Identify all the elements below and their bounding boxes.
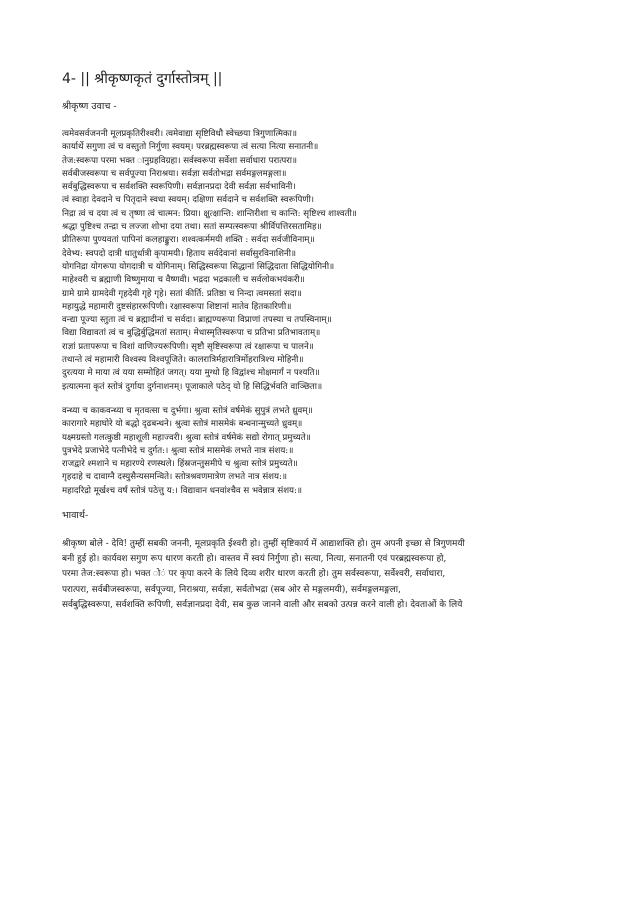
verse-line: निद्रा त्वं च दया त्वं च तृष्णा त्वं चात्मन: प्रिया। क्षुत्क्षान्ति: शान्तिरीशा च कान्ति: सृष्टिश्च शाश्वती॥ — [62, 208, 357, 219]
document-page — [62, 70, 602, 613]
verse-line: इत्यात्मना कृतं स्तोत्रं दुर्गाया दुर्गनाशनम्। पूजाकाले पठेद् यो हि सिद्धिर्भवति वाञ्छिता॥ — [62, 381, 323, 392]
verse-line: सर्वबुद्धिस्वरूपा च सर्वशक्ति स्वरूपिणी। सर्वज्ञानप्रदा देवी सर्वज्ञा सर्वभाविनी। — [62, 182, 296, 193]
section-heading: 4- || श्रीकृष्णकृतं दुर्गास्तोत्रम् || — [62, 71, 223, 87]
verse-line: महायुद्धे महामारी दुष्टसंहाररूपिणी। रक्षास्वरूपा शिष्टानां मातेव हितकारिणी॥ — [62, 301, 292, 312]
meaning-label: भावार्थ- — [62, 510, 89, 522]
verse-line: राज्ञां प्रतापरूपा च विशां वाणिज्यरूपिणी। सृष्टौ सृष्टिस्वरूपा त्वं रक्षारूपा च पालने॥ — [62, 341, 314, 352]
stotra-stanza-1 — [62, 128, 602, 394]
verse-line: दुरत्यया मे माया त्वं यया सम्मोहितं जगत्। यया मुग्धो हि विद्वांश्च मोक्षमार्गं न पश्यति॥ — [62, 368, 320, 379]
verse-line: कारागारे महाघोरे यो बद्धो दृढबन्धने। श्रुत्वा स्तोत्रं मासमेकं बन्धनान्मुच्यते ध्रुवम्॥ — [62, 419, 303, 430]
verse-line: महादरिद्रो मूर्खश्च वर्षं स्तोत्रं पठेत्तु य:। विद्यावान धनवांश्चैव स भवेन्नात्र संशय:॥ — [62, 485, 303, 496]
verse-line: वन्द्या पूज्या स्तुता त्वं च ब्रह्मादीनां च सर्वदा। ब्राह्मण्यरूपा विप्राणां तपस्या च तपस्विनाम्॥ — [62, 315, 332, 326]
verse-line: त्वं स्वाहा देवदाने च पितृदाने स्वधा स्वयम्। दक्षिणा सर्वदाने च सर्वशक्ति स्वरूपिणी। — [62, 195, 315, 206]
verse-line: श्रद्धा पुष्टिश्च तन्द्रा च लज्जा शोभा दया तथा। सतां सम्पत्स्वरूपा श्रीर्विपत्तिरसतामिह॥ — [62, 222, 322, 233]
meaning-line: बनी हुई हो। कार्यवश सगुण रूप धारण करती हो। वास्तव में स्वयं निर्गुणा हो। सत्या, नित्या, सनातनी एवं परब्रह्मस्वरूपा हो, — [62, 554, 447, 565]
verse-line: माहेश्वरी च ब्रह्माणी विष्णुमाया च वैष्णवी। भद्रदा भद्रकाली च सर्वलोकभयंकरी॥ — [62, 275, 305, 286]
verse-line: राजद्वारे श्मशाने च महारण्ये रणस्थले। हिंस्रजन्तुसमीपे च श्रुत्वा स्तोत्रं प्रमुच्यते॥ — [62, 459, 298, 470]
meaning-line: परात्परा, सर्वबीजस्वरूपा, सर्वपूज्या, निराश्रया, सर्वज्ञा, सर्वतोभद्रा (सब ओर से मङ्गलमयी), सर्वमङ्गलमङ्गला, — [62, 584, 401, 595]
meaning-line: परमा तेज:स्वरूपा हो। भक्त ो◌ं पर कृपा करने के लिये दिव्य शरीर धारण करती हो। तुम सर्वस्वरूपा, सर्वेश्वरी, सर्वाधारा, — [62, 569, 446, 580]
stotra-stanza-2 — [62, 405, 602, 498]
verse-line: कार्यार्थे सगुणा त्वं च वस्तुतो निर्गुणा स्वयम्। परब्रह्मस्वरूपा त्वं सत्या नित्या सनातनी॥ — [62, 142, 319, 153]
speaker-label: श्रीकृष्ण उवाच - — [62, 101, 117, 112]
verse-line: पुत्रभेदे प्रजाभेदे पत्नीभेदे च दुर्गत:। श्रुत्वा स्तोत्रं मासमेकं लभते नात्र संशय:॥ — [62, 445, 294, 456]
meaning-paragraph — [62, 537, 602, 613]
verse-line: विद्या विद्यावतां त्वं च बुद्धिर्बुद्धिमतां सताम्। मेधास्मृतिस्वरूपा च प्रतिभा प्रतिभावताम्॥ — [62, 328, 321, 339]
meaning-line: श्रीकृष्ण बोले - देवि! तुम्हीं सबकी जननी, मूलप्रकृति ईश्वरी हो। तुम्हीं सृष्टिकार्य में आद्याशक्ति हो। तुम अपनी इच्छा से त्रिगुणमयी — [62, 539, 465, 550]
verse-line: वन्ध्या च काकवन्ध्या च मृतवत्सा च दुर्भगा। श्रुत्वा स्तोत्रं वर्षमेकं सुपुत्रं लभते ध्रुवम्॥ — [62, 405, 313, 416]
verse-line: त्वमेवसर्वजननी मूलप्रकृतिरीश्वरी। त्वमेवाद्या सृष्टिविधौ स्वेच्छया त्रिगुणात्मिका॥ — [62, 129, 298, 139]
verse-line: योगनिद्रा योगरूपा योगदात्री च योगिनाम्। सिद्धिस्वरूपा सिद्धानां सिद्धिदाता सिद्धियोगिनी॥ — [62, 261, 335, 272]
verse-line: ग्रामे ग्रामे ग्रामदेवी गृहदेवी गृहे गृहे। सतां कीर्ति: प्रतिष्ठा च निन्दा त्वमसतां सदा॥ — [62, 288, 302, 299]
verse-line: तथान्ते त्वं महामारी विश्वस्य विश्वपूजिते। कालरात्रिर्महारात्रिर्मोहरात्रिश्च मोहिनी॥ — [62, 355, 304, 366]
verse-line: गृहदाहे च दावाग्नै दस्युसैन्यसमन्विते। स्तोत्रश्रवणमात्रेण लभते नात्र संशय:॥ — [62, 472, 288, 483]
meaning-line: सर्वबुद्धिस्वरूपा, सर्वशक्ति रूपिणी, सर्वज्ञानप्रदा देवी, सब कुछ जानने वाली और सबको उत्पन्न करने वाली हो। देवताओं के लिये — [62, 599, 463, 610]
verse-line: तेज:स्वरूपा परमा भक्त ानुग्रहविग्रहा। सर्वस्वरूपा सर्वेशा सर्वाधारा परात्परा॥ — [62, 155, 298, 166]
verse-line: यक्ष्मग्रस्तो गलत्कुष्ठी महाशूली महाज्वरी। श्रुत्वा स्तोत्रं वर्षमेकं सद्यो रोगात् प्रमुच्यते॥ — [62, 432, 311, 443]
verse-line: देवेभ्य: स्वपदो दात्री धातुर्धात्री कृपामयी। हिताय सर्वदेवानां सर्वासुरविनाशिनी॥ — [62, 248, 297, 259]
verse-line: प्रीतिरूपा पुण्यवतां पापिनां कलहाङ्कुरा। शश्वत्कर्ममयी शक्ति : सर्वदा सर्वजीविनाम्॥ — [62, 235, 315, 246]
verse-line: सर्वबीजस्वरूपा च सर्वपूज्या निराश्रया। सर्वज्ञा सर्वतोभद्रा सर्वमङ्गलमङ्गला॥ — [62, 168, 287, 179]
